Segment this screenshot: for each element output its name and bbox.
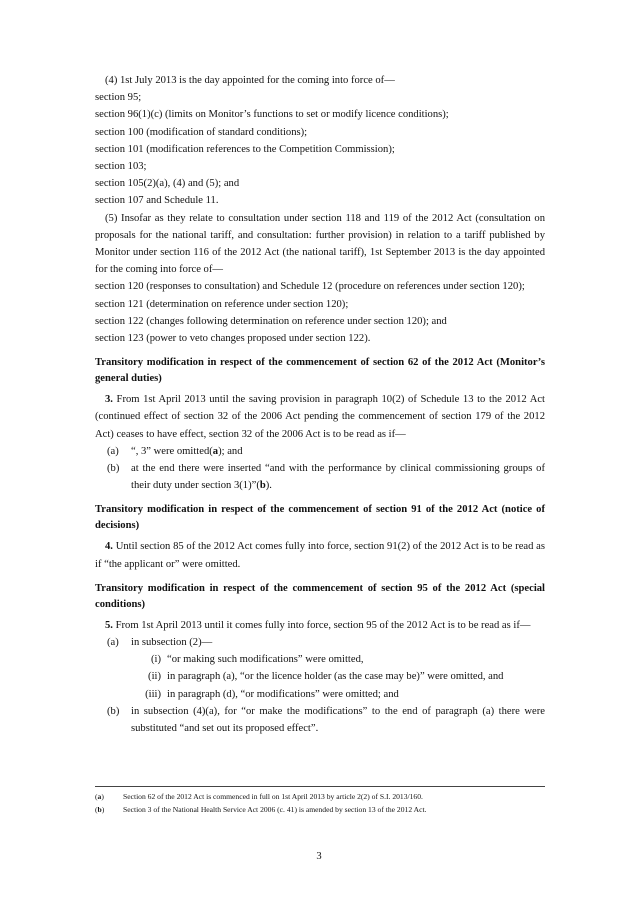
- paragraph-number: 3.: [105, 394, 113, 406]
- subparagraph-text: at the end there were inserted “and with the performance by clinical commissioning groups of their duty under section 3(1)”(: [131, 463, 545, 492]
- sub-subparagraph-iii: [95, 686, 545, 703]
- paragraph-text: Until section 85 of the 2012 Act comes fully into force, section 91(2) of the 2012 Act is to be read as if “the applicant or” were omitted.: [95, 541, 545, 570]
- footnote-ref-b[interactable]: b: [259, 480, 266, 492]
- footnote-paren: (: [95, 792, 98, 801]
- list-item: section 101 (modification references to the Competition Commission);: [95, 143, 395, 155]
- subparagraph-a: [95, 443, 545, 460]
- list-item: section 105(2)(a), (4) and (5); and: [95, 178, 240, 190]
- sub-subparagraph-text: in paragraph (d), “or modifications” were omitted; and: [167, 688, 399, 700]
- subparagraph-text: “, 3” were omitted(: [131, 445, 213, 457]
- subparagraph-text-end: ).: [265, 480, 272, 492]
- footnote-paren: ): [101, 804, 105, 814]
- paragraph-3: [95, 391, 545, 443]
- subparagraph-text: in subsection (4)(a), for “or make the modifications” to the end of paragraph (a) there were substituted “and set out its proposed effect”.: [131, 705, 545, 735]
- section-heading-91: Transitory modification in respect of the commencement of section 91 of the 2012 Act (notice of decisions): [95, 504, 545, 532]
- sub-subparagraph-i: [95, 651, 545, 668]
- para5-list: [95, 278, 545, 347]
- footnote-label: [95, 804, 123, 817]
- subparagraph-label: (b): [107, 705, 120, 717]
- sub-subparagraph-ii: [95, 668, 545, 685]
- para4-list: [95, 89, 545, 209]
- subparagraph-label: (b): [107, 463, 120, 475]
- main-text: [95, 72, 545, 737]
- footnote-text: Section 3 of the National Health Service Act 2006 (c. 41) is amended by section 13 of the 2012 Act.: [123, 804, 427, 814]
- page-number: 3: [316, 851, 322, 862]
- subparagraph-a: [95, 634, 545, 651]
- footnote-letter: b: [97, 804, 102, 814]
- list-item: section 121 (determination on reference under section 120);: [95, 298, 349, 310]
- paragraph-5: [95, 617, 545, 634]
- footnote-b: [95, 804, 545, 817]
- footnote-paren: (: [95, 804, 98, 814]
- subparagraph-text-end: ); and: [218, 445, 243, 457]
- paragraph-number: 5.: [105, 619, 113, 631]
- subparagraph-label: (a): [107, 637, 119, 649]
- paragraph-4: [95, 538, 545, 572]
- list-item: section 96(1)(c) (limits on Monitor’s functions to set or modify licence conditions);: [95, 109, 449, 121]
- subparagraph-b: [95, 460, 545, 494]
- sub-subparagraph-label: (ii): [148, 671, 161, 683]
- sub-subparagraph-text: “or making such modifications” were omitted,: [167, 654, 364, 666]
- paragraph-number: 4.: [105, 541, 113, 553]
- footnote-letter: a: [97, 792, 102, 801]
- section-heading-62: Transitory modification in respect of the commencement of section 62 of the 2012 Act (Monitor’s general duties): [95, 357, 545, 385]
- footnote-a: [95, 791, 545, 804]
- section-heading-95: Transitory modification in respect of the commencement of section 95 of the 2012 Act (special conditions): [95, 582, 545, 610]
- footnotes: [95, 786, 545, 816]
- paragraph-text: From 1st April 2013 until it comes fully into force, section 95 of the 2012 Act is to be read as if—: [112, 619, 531, 631]
- list-item: section 120 (responses to consultation) and Schedule 12 (procedure on references under section 120);: [95, 281, 525, 293]
- sub-subparagraph-text: in paragraph (a), “or the licence holder (as the case may be)” were omitted, and: [167, 671, 504, 683]
- para5-intro: (5) Insofar as they relate to consultation under section 118 and 119 of the 2012 Act (consultation on proposals for the national tariff, and consultation: further provision) in relation to a tariff published by Monitor under section 116 of the 2012 Act (the national tariff), 1st September 2013 is the day appointed for the coming into force of—: [95, 212, 545, 276]
- list-item: section 123 (power to veto changes proposed under section 122).: [95, 333, 371, 345]
- sub-subparagraph-label: (i): [151, 654, 161, 666]
- list-item: section 122 (changes following determination on reference under section 120); and: [95, 315, 447, 327]
- footnote-ref-a[interactable]: a: [212, 445, 219, 457]
- list-item: section 100 (modification of standard conditions);: [95, 126, 308, 138]
- paragraph-text: From 1st April 2013 until the saving provision in paragraph 10(2) of Schedule 13 to the 2012 Act (continued effect of section 32 of the 2006 Act pending the commencement of section 179 of the 2012 Act) ceases to have effect, section 32 of the 2006 Act is to be read as if—: [95, 394, 545, 440]
- footnote-paren: ): [101, 792, 104, 801]
- subparagraph-text: in subsection (2)—: [131, 637, 213, 649]
- list-item: section 95;: [95, 92, 142, 104]
- subparagraph-label: (a): [107, 445, 119, 457]
- sub-subparagraph-label: (iii): [145, 688, 161, 700]
- list-item: section 107 and Schedule 11.: [95, 195, 219, 207]
- subparagraph-b: [95, 703, 545, 737]
- list-item: section 103;: [95, 161, 147, 173]
- footnote-text: Section 62 of the 2012 Act is commenced in full on 1st April 2013 by article 2(2) of S.I. 2013/160.: [123, 792, 423, 801]
- footnote-label: [95, 791, 123, 804]
- para4-intro: (4) 1st July 2013 is the day appointed for the coming into force of—: [105, 75, 395, 86]
